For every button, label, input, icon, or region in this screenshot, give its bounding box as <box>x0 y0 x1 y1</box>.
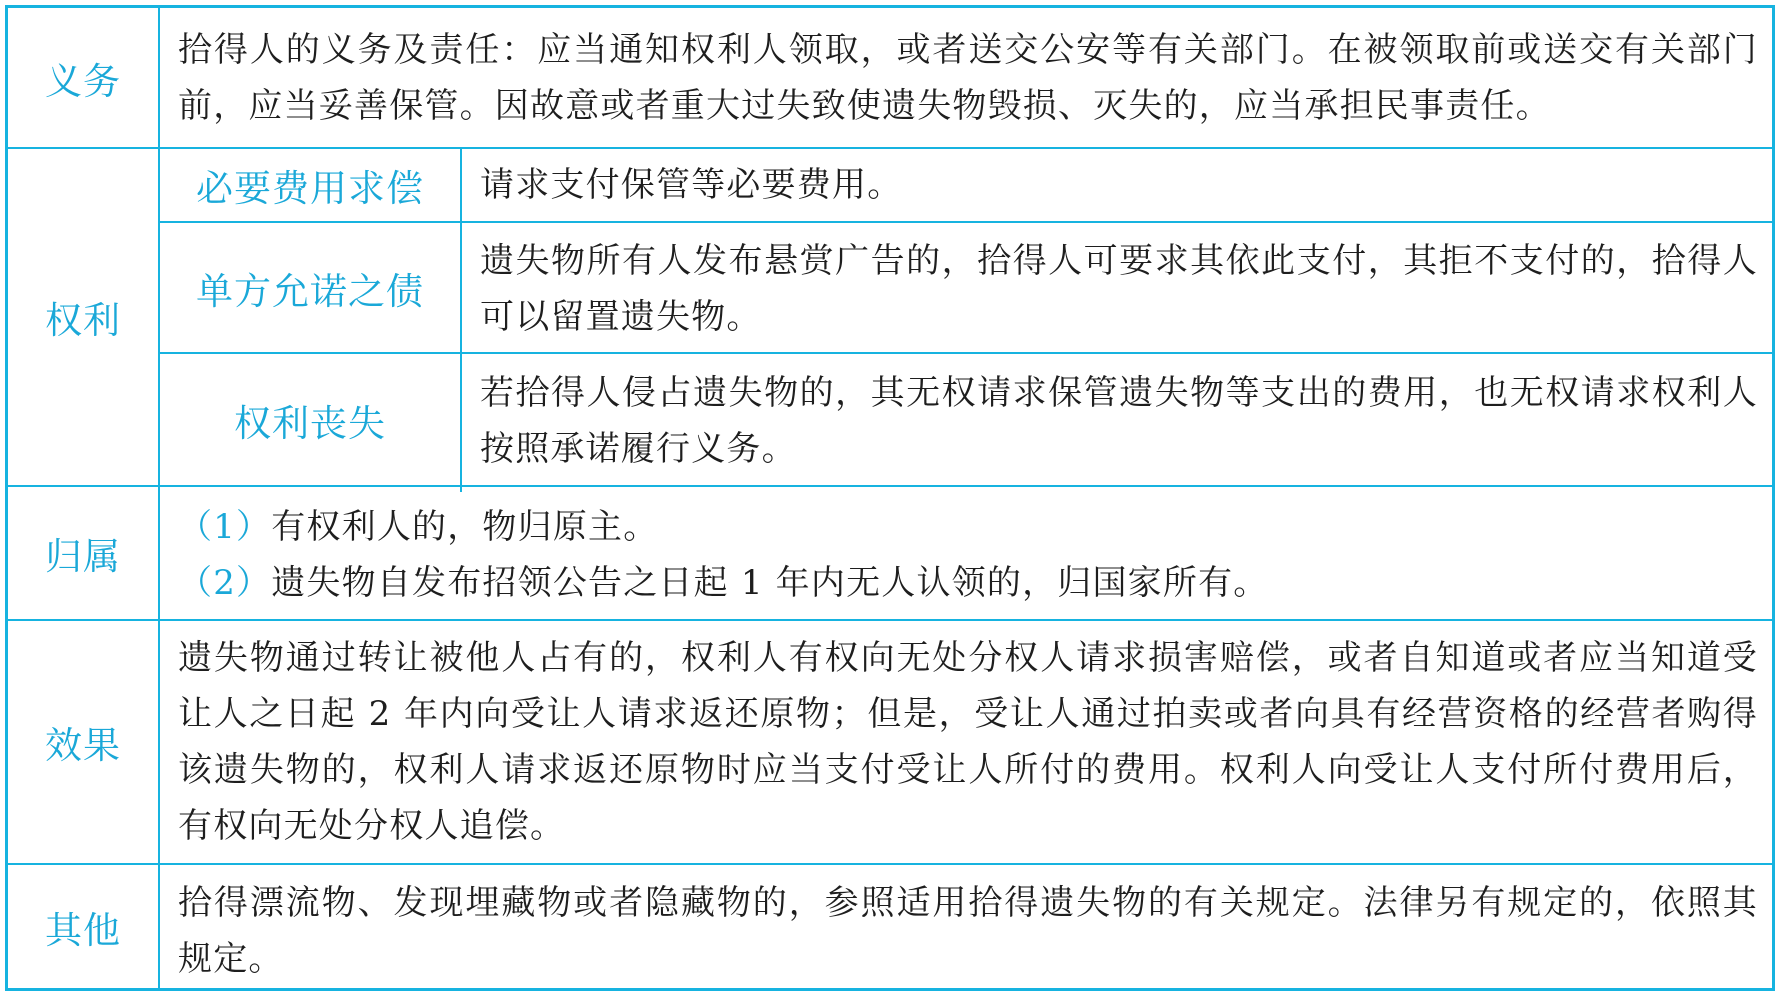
rights-text-necessary-expenses: 请求支付保管等必要费用。 <box>480 165 903 205</box>
rights-text-loss-of-rights: 若拾得人侵占遗失物的，其无权请求保管遗失物等支出的费用，也无权请求权利人按照承诺履行义务。 <box>480 373 1758 469</box>
other-text: 拾得漂流物、发现埋藏物或者隐藏物的，参照适用拾得遗失物的有关规定。法律另有规定的，依照其规定。 <box>178 883 1758 979</box>
row-header-duty: 义务 <box>45 59 121 103</box>
ownership-item-1-text: 有权利人的，物归原主。 <box>271 507 659 547</box>
rights-label-necessary-expenses: 必要费用求偿 <box>196 167 424 210</box>
effect-text: 遗失物通过转让被他人占有的，权利人有权向无处分权人请求损害赔偿，或者自知道或者应当知道受让人之日起 2 年内向受让人请求返还原物；但是，受让人通过拍卖或者向具有经营资格的经营者购得该遗失物的，权利人请求返还原物时应当支付受让人所付的费用。权利人向受让人支付所付费用后，有权向无处分权人追偿。 <box>178 638 1758 846</box>
duty-text: 拾得人的义务及责任：应当通知权利人领取，或者送交公安等有关部门。在被领取前或送交有关部门前，应当妥善保管。因故意或者重大过失致使遗失物毁损、灭失的，应当承担民事责任。 <box>178 30 1758 126</box>
ownership-item-2-number: （2） <box>178 563 272 603</box>
row-header-other: 其他 <box>45 908 121 952</box>
ownership-item-1 <box>178 499 1758 555</box>
ownership-item-2-text: 遗失物自发布招领公告之日起 1 年内无人认领的，归国家所有。 <box>271 563 1269 603</box>
row-divider-3 <box>8 485 1772 487</box>
rights-label-loss-of-rights: 权利丧失 <box>234 401 386 445</box>
lost-property-table <box>5 5 1775 991</box>
rights-text-unilateral-promise: 遗失物所有人发布悬赏广告的，拾得人可要求其依此支付，其拒不支付的，拾得人可以留置遗失物。 <box>480 241 1758 337</box>
row-divider-4 <box>8 619 1772 621</box>
row-header-ownership: 归属 <box>45 535 121 578</box>
row-divider-5 <box>8 863 1772 865</box>
ownership-item-1-number: （1） <box>178 507 272 547</box>
ownership-item-2 <box>178 555 1758 611</box>
rights-label-unilateral-promise: 单方允诺之债 <box>196 269 424 313</box>
ownership-content <box>160 499 1772 619</box>
row-header-rights: 权利 <box>45 299 121 342</box>
row-header-effect: 效果 <box>45 724 121 767</box>
